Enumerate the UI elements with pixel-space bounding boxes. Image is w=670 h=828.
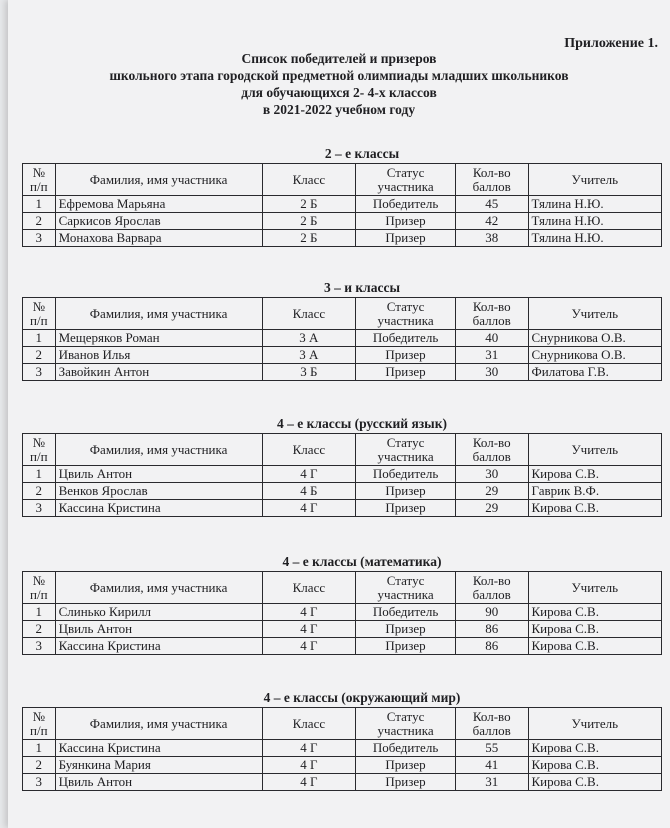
cell-teacher: Снурникова О.В.	[528, 330, 662, 347]
cell-num: 3	[23, 638, 56, 655]
cell-teacher: Тялина Н.Ю.	[528, 213, 662, 230]
cell-status: Победитель	[356, 330, 456, 347]
col-num-header: № п/п	[23, 434, 56, 466]
results-table	[22, 571, 662, 655]
cell-num: 1	[23, 604, 56, 621]
cell-class: 4 Г	[262, 757, 356, 774]
cell-status: Победитель	[356, 604, 456, 621]
table-row	[23, 347, 662, 364]
cell-num: 2	[23, 483, 56, 500]
table-row	[23, 466, 662, 483]
cell-num: 1	[23, 466, 56, 483]
cell-name: Ефремова Марьяна	[55, 196, 262, 213]
section-grade-4-world	[22, 690, 662, 791]
cell-score: 41	[455, 757, 528, 774]
table-row	[23, 230, 662, 247]
table-row	[23, 774, 662, 791]
col-status-header: Статус участника	[356, 164, 456, 196]
table-row	[23, 757, 662, 774]
col-teacher-header: Учитель	[528, 164, 662, 196]
cell-teacher: Снурникова О.В.	[528, 347, 662, 364]
table-row	[23, 500, 662, 517]
cell-name: Монахова Варвара	[55, 230, 262, 247]
col-teacher-header: Учитель	[528, 708, 662, 740]
cell-class: 4 Г	[262, 604, 356, 621]
cell-teacher: Кирова С.В.	[528, 500, 662, 517]
cell-class: 4 Г	[262, 500, 356, 517]
cell-name: Цвиль Антон	[55, 466, 262, 483]
section-grade-4-russian	[22, 416, 662, 517]
cell-status: Призер	[356, 230, 456, 247]
cell-score: 55	[455, 740, 528, 757]
table-header-row	[23, 708, 662, 740]
section-grade-3	[22, 280, 662, 381]
table-row	[23, 330, 662, 347]
col-class-header: Класс	[262, 164, 356, 196]
cell-name: Кассина Кристина	[55, 638, 262, 655]
appendix-label: Приложение 1.	[564, 36, 658, 51]
table-header-row	[23, 434, 662, 466]
results-table	[22, 297, 662, 381]
cell-class: 4 Г	[262, 466, 356, 483]
cell-class: 3 Б	[262, 364, 356, 381]
table-row	[23, 483, 662, 500]
document-page	[8, 0, 670, 828]
cell-class: 3 А	[262, 347, 356, 364]
table-row	[23, 604, 662, 621]
section-title: 4 – е классы (русский язык)	[276, 416, 447, 431]
cell-status: Призер	[356, 757, 456, 774]
cell-status: Победитель	[356, 466, 456, 483]
cell-teacher: Кирова С.В.	[528, 604, 662, 621]
cell-name: Венков Ярослав	[55, 483, 262, 500]
col-num-header: № п/п	[23, 298, 56, 330]
cell-teacher: Кирова С.В.	[528, 621, 662, 638]
cell-class: 4 Г	[262, 774, 356, 791]
cell-score: 40	[455, 330, 528, 347]
table-header-row	[23, 298, 662, 330]
cell-name: Цвиль Антон	[55, 621, 262, 638]
cell-name: Кассина Кристина	[55, 740, 262, 757]
col-class-header: Класс	[262, 434, 356, 466]
cell-teacher: Филатова Г.В.	[528, 364, 662, 381]
cell-score: 86	[455, 638, 528, 655]
section-title: 2 – е классы	[324, 146, 400, 161]
cell-teacher: Кирова С.В.	[528, 466, 662, 483]
cell-teacher: Кирова С.В.	[528, 638, 662, 655]
table-row	[23, 621, 662, 638]
table-row	[23, 740, 662, 757]
cell-class: 2 Б	[262, 196, 356, 213]
cell-num: 3	[23, 230, 56, 247]
col-score-header: Кол-во баллов	[455, 572, 528, 604]
cell-class: 2 Б	[262, 213, 356, 230]
col-name-header: Фамилия, имя участника	[55, 434, 262, 466]
cell-class: 2 Б	[262, 230, 356, 247]
col-teacher-header: Учитель	[528, 434, 662, 466]
cell-class: 4 Г	[262, 638, 356, 655]
cell-score: 45	[455, 196, 528, 213]
col-class-header: Класс	[262, 708, 356, 740]
table-row	[23, 196, 662, 213]
cell-name: Завойкин Антон	[55, 364, 262, 381]
header-line-2: школьного этапа городской предметной олимпиады младших школьников	[109, 68, 569, 83]
col-score-header: Кол-во баллов	[455, 298, 528, 330]
col-score-header: Кол-во баллов	[455, 434, 528, 466]
col-score-header: Кол-во баллов	[455, 164, 528, 196]
col-score-header: Кол-во баллов	[455, 708, 528, 740]
cell-score: 30	[455, 466, 528, 483]
cell-status: Призер	[356, 774, 456, 791]
cell-teacher: Гаврик В.Ф.	[528, 483, 662, 500]
cell-score: 38	[455, 230, 528, 247]
col-num-header: № п/п	[23, 572, 56, 604]
col-status-header: Статус участника	[356, 708, 456, 740]
cell-status: Призер	[356, 347, 456, 364]
section-title: 4 – е классы (математика)	[282, 554, 442, 569]
results-table	[22, 707, 662, 791]
col-name-header: Фамилия, имя участника	[55, 298, 262, 330]
cell-class: 3 А	[262, 330, 356, 347]
cell-status: Призер	[356, 500, 456, 517]
cell-class: 4 Б	[262, 483, 356, 500]
col-status-header: Статус участника	[356, 298, 456, 330]
cell-status: Призер	[356, 621, 456, 638]
col-name-header: Фамилия, имя участника	[55, 572, 262, 604]
section-title: 4 – е классы (окружающий мир)	[263, 690, 461, 705]
col-teacher-header: Учитель	[528, 572, 662, 604]
cell-num: 3	[23, 500, 56, 517]
col-num-header: № п/п	[23, 164, 56, 196]
col-name-header: Фамилия, имя участника	[55, 164, 262, 196]
cell-score: 86	[455, 621, 528, 638]
results-table	[22, 433, 662, 517]
header-line-1: Список победителей и призеров	[241, 51, 437, 66]
cell-score: 29	[455, 500, 528, 517]
cell-num: 1	[23, 330, 56, 347]
col-teacher-header: Учитель	[528, 298, 662, 330]
cell-name: Мещеряков Роман	[55, 330, 262, 347]
cell-status: Призер	[356, 638, 456, 655]
cell-teacher: Кирова С.В.	[528, 757, 662, 774]
cell-num: 1	[23, 740, 56, 757]
cell-score: 30	[455, 364, 528, 381]
table-row	[23, 213, 662, 230]
cell-status: Победитель	[356, 740, 456, 757]
cell-teacher: Кирова С.В.	[528, 740, 662, 757]
col-status-header: Статус участника	[356, 572, 456, 604]
cell-score: 42	[455, 213, 528, 230]
results-table	[22, 163, 662, 247]
cell-teacher: Тялина Н.Ю.	[528, 196, 662, 213]
cell-num: 3	[23, 364, 56, 381]
cell-score: 90	[455, 604, 528, 621]
cell-num: 2	[23, 757, 56, 774]
cell-score: 31	[455, 347, 528, 364]
section-title: 3 – и классы	[323, 280, 401, 295]
cell-num: 2	[23, 621, 56, 638]
table-row	[23, 638, 662, 655]
cell-status: Призер	[356, 213, 456, 230]
cell-status: Призер	[356, 364, 456, 381]
table-row	[23, 364, 662, 381]
col-num-header: № п/п	[23, 708, 56, 740]
table-header-row	[23, 164, 662, 196]
cell-class: 4 Г	[262, 621, 356, 638]
cell-teacher: Тялина Н.Ю.	[528, 230, 662, 247]
cell-name: Кассина Кристина	[55, 500, 262, 517]
cell-name: Цвиль Антон	[55, 774, 262, 791]
col-name-header: Фамилия, имя участника	[55, 708, 262, 740]
cell-num: 1	[23, 196, 56, 213]
section-grade-4-math	[22, 554, 662, 655]
cell-teacher: Кирова С.В.	[528, 774, 662, 791]
cell-num: 3	[23, 774, 56, 791]
document-header	[48, 50, 630, 118]
cell-name: Саркисов Ярослав	[55, 213, 262, 230]
table-header-row	[23, 572, 662, 604]
header-line-4: в 2021-2022 учебном году	[262, 102, 416, 117]
cell-name: Буянкина Мария	[55, 757, 262, 774]
cell-name: Слинько Кирилл	[55, 604, 262, 621]
col-class-header: Класс	[262, 572, 356, 604]
cell-score: 29	[455, 483, 528, 500]
cell-status: Победитель	[356, 196, 456, 213]
cell-num: 2	[23, 213, 56, 230]
section-grade-2	[22, 146, 662, 247]
cell-score: 31	[455, 774, 528, 791]
col-class-header: Класс	[262, 298, 356, 330]
cell-num: 2	[23, 347, 56, 364]
cell-status: Призер	[356, 483, 456, 500]
header-line-3: для обучающихся 2- 4-х классов	[241, 85, 437, 100]
col-status-header: Статус участника	[356, 434, 456, 466]
cell-name: Иванов Илья	[55, 347, 262, 364]
cell-class: 4 Г	[262, 740, 356, 757]
